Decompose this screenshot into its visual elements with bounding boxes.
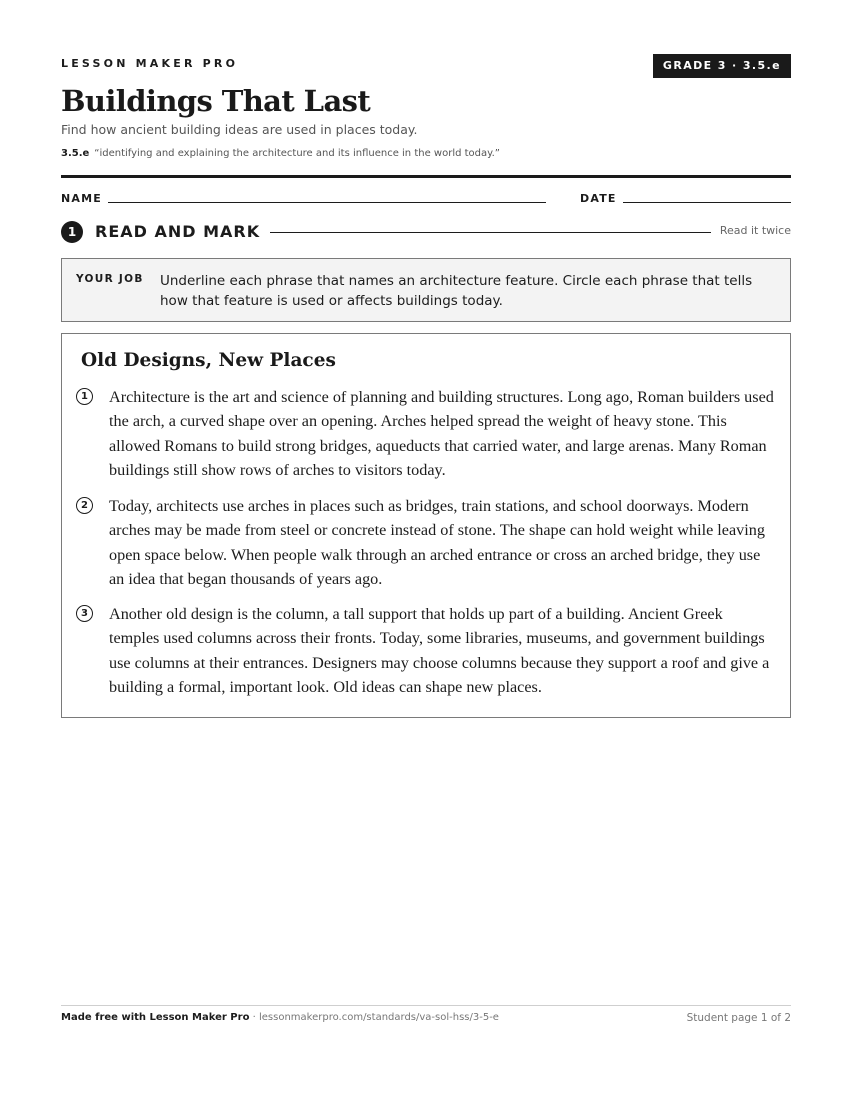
passage-title: Old Designs, New Places xyxy=(81,350,336,371)
paragraph-number: 3 xyxy=(76,605,93,622)
section-divider xyxy=(270,232,711,233)
paragraph-text: Today, architects use arches in places such as bridges, train stations, and school doorways. Modern arches may be made from steel or concrete instead of stone. The shape can hold weight while leaving open space below. When people walk through an arched entrance or cross an arched bridge, they use an idea that began thousands of years ago. xyxy=(109,497,765,588)
footer-credit xyxy=(61,1012,499,1023)
instructions-label: YOUR JOB xyxy=(76,273,144,285)
page-title: Buildings That Last xyxy=(61,84,371,118)
worksheet-page xyxy=(61,0,791,1100)
brand-name: LESSON MAKER PRO xyxy=(61,57,239,70)
footer-divider xyxy=(61,1005,791,1006)
section-number-badge: 1 xyxy=(61,221,83,243)
paragraph-text: Another old design is the column, a tall support that holds up part of a building. Ancient Greek temples used columns across their fronts. Today, some libraries, museums, and government buildings use columns at their entrances. Designers may choose columns because they support a roof and give a building a formal, important look. Old ideas can shape new places. xyxy=(109,605,770,696)
footer-made-with: Made free with Lesson Maker Pro xyxy=(61,1012,250,1023)
instructions-box xyxy=(61,258,791,322)
page-subtitle: Find how ancient building ideas are used in places today. xyxy=(61,122,418,137)
standard-line xyxy=(61,148,500,159)
page-number: Student page 1 of 2 xyxy=(686,1012,791,1024)
date-field[interactable] xyxy=(623,202,791,203)
paragraph-number: 1 xyxy=(76,388,93,405)
paragraph-text: Architecture is the art and science of planning and building structures. Long ago, Roman builders used the arch, a curved shape over an opening. Arches helped spread the weight of heavy stone. This allowed Romans to build strong bridges, aqueducts that carried water, and large arenas. Many Roman buildings still show rows of arches to visitors today. xyxy=(109,388,774,479)
standard-code: 3.5.e xyxy=(61,148,90,159)
paragraph-number: 2 xyxy=(76,497,93,514)
section-note: Read it twice xyxy=(719,224,791,237)
reading-passage xyxy=(61,333,791,718)
header-divider xyxy=(61,175,791,178)
footer-url[interactable]: · lessonmakerpro.com/standards/va-sol-hss/3-5-e xyxy=(249,1012,499,1023)
instructions-text: Underline each phrase that names an architecture feature. Circle each phrase that tells how that feature is used or affects buildings today. xyxy=(160,273,753,309)
name-label: NAME xyxy=(61,192,102,205)
name-field[interactable] xyxy=(108,202,546,203)
section-title: READ AND MARK xyxy=(95,222,261,241)
grade-badge: GRADE 3 · 3.5.e xyxy=(653,54,791,78)
date-label: DATE xyxy=(580,192,617,205)
standard-text: “identifying and explaining the architecture and its influence in the world today.” xyxy=(94,148,500,159)
